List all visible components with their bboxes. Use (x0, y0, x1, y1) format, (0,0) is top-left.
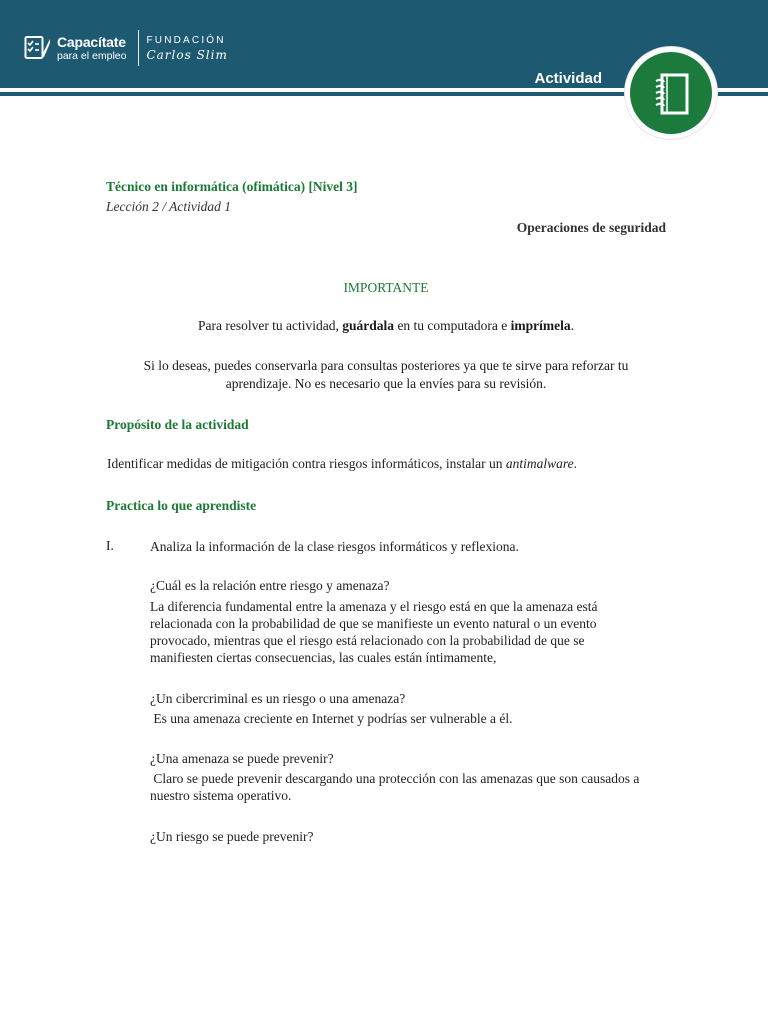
purpose-text-1: Identificar medidas de mitigación contra riesgos informáticos, instalar un (107, 456, 506, 471)
logo-divider (138, 30, 139, 66)
practice-heading: Practica lo que aprendiste (106, 498, 257, 513)
item-intro: Analiza la información de la clase riesgos informáticos y reflexiona. (150, 539, 519, 554)
capacitate-logo (24, 30, 228, 66)
logo-sub-text: para el empleo (57, 49, 127, 62)
instruction-paragraph (106, 317, 666, 335)
note-paragraph: Si lo deseas, puedes conservarla para consultas posteriores ya que te sirve para reforzar tu aprendizaje. No es necesario que la envíes para su revisión. (143, 358, 629, 391)
purpose-antimalware: antimalware (505, 456, 574, 471)
course-title: Técnico en informática (ofimática) [Nivel 3] (106, 179, 358, 194)
question-1: ¿Cuál es la relación entre riesgo y amenaza? (150, 578, 390, 593)
instruction-print-emphasis: imprímela (510, 318, 571, 333)
answer-3: Claro se puede prevenir descargando una protección con las amenazas que son causados a nuestro sistema operativo. (150, 771, 643, 803)
instruction-text-2: en tu computadora e (394, 318, 511, 333)
foundation-logo (146, 36, 227, 61)
answer-2: Es una amenaza creciente en Internet y podrías ser vulnerable a él. (150, 711, 513, 726)
instruction-save-emphasis: guárdala (342, 318, 395, 333)
instruction-text-1: Para resolver tu actividad, (197, 318, 343, 333)
question-3: ¿Una amenaza se puede prevenir? (150, 751, 334, 766)
purpose-heading: Propósito de la actividad (106, 417, 249, 432)
checklist-logo-icon (24, 35, 51, 61)
lesson-label: Lección 2 / Actividad 1 (106, 199, 231, 214)
section-label: Actividad (534, 70, 602, 87)
question-4: ¿Un riesgo se puede prevenir? (150, 829, 314, 844)
instruction-text-3: . (570, 318, 575, 333)
logo-main-text: Capacítate (57, 33, 126, 50)
foundation-signature: Carlos Slim (146, 47, 228, 62)
topic-title: Operaciones de seguridad (516, 220, 666, 235)
activity-badge (625, 47, 717, 139)
answer-1: La diferencia fundamental entre la amenaza y el riesgo está en que la amenaza está relacionada con la probabilidad de que se manifieste un evento natural o un evento provocado, mientras que el riesgo está relacionado con la probabilidad de que se manifiesten ciertas consecuencias, las cuales están íntimamente, (150, 599, 598, 665)
important-heading: IMPORTANTE (343, 280, 429, 295)
item-number: I. (106, 538, 114, 553)
purpose-text (107, 456, 577, 472)
foundation-label: FUNDACIÓN (146, 34, 226, 46)
purpose-text-2: . (573, 456, 578, 471)
question-2: ¿Un cibercriminal es un riesgo o una amenaza? (150, 691, 406, 706)
notebook-icon (652, 72, 690, 116)
